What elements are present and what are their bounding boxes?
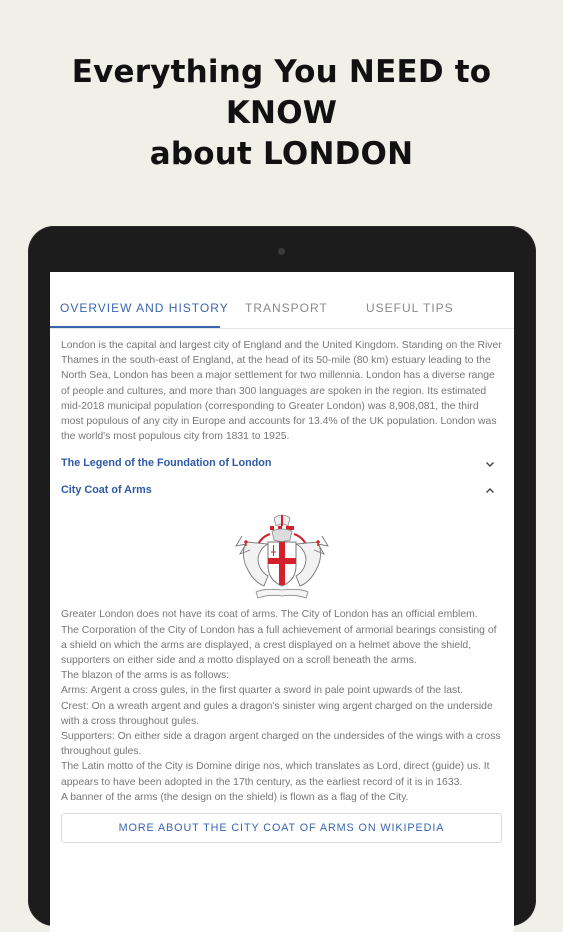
active-tab-indicator	[50, 326, 220, 328]
coat-paragraph: Supporters: On either side a dragon argent charged on the undersides of the wings with a cross throughout gules.	[61, 731, 501, 758]
headline-line-3: about LONDON	[149, 136, 414, 172]
section-coat-of-arms-title: City Coat of Arms	[61, 484, 152, 497]
headline-line-2: KNOW	[225, 95, 338, 131]
section-legend-title: The Legend of the Foundation of London	[61, 457, 272, 470]
camera-icon	[278, 248, 285, 255]
promo-headline	[0, 52, 563, 175]
coat-paragraph: The Corporation of the City of London has a full achievement of armorial bearings consisting of a shield on which the arms are displayed, a crest displayed on a helmet above the shield, supporters on either side and a motto displayed on a scroll beneath the arms.	[61, 624, 497, 667]
chevron-down-icon	[484, 458, 496, 470]
coat-of-arms-image	[61, 510, 502, 605]
city-of-london-coat-of-arms-icon	[234, 512, 330, 604]
coat-paragraph: Arms: Argent a cross gules, in the first quarter a sword in pale point upwards of the last.	[61, 685, 463, 697]
wikipedia-link-button[interactable]: MORE ABOUT THE CITY COAT OF ARMS ON WIKIPEDIA	[61, 813, 502, 843]
app-screen	[50, 272, 514, 932]
tab-overview-and-history[interactable]: OVERVIEW AND HISTORY	[60, 301, 229, 315]
coat-of-arms-text	[61, 607, 502, 805]
tablet-frame	[28, 226, 536, 926]
coat-paragraph: The blazon of the arms is as follows:	[61, 670, 230, 682]
tab-bar	[50, 272, 514, 329]
coat-paragraph: A banner of the arms (the design on the shield) is flown as a flag of the City.	[61, 791, 409, 803]
coat-paragraph: Greater London does not have its coat of arms. The City of London has an official emblem.	[61, 609, 478, 621]
section-coat-of-arms[interactable]	[61, 477, 502, 504]
overview-content	[50, 329, 514, 843]
tab-transport[interactable]: TRANSPORT	[245, 301, 328, 315]
chevron-up-icon	[484, 485, 496, 497]
coat-paragraph: The Latin motto of the City is Domine dirige nos, which translates as Lord, direct (guide) us. It appears to have been adopted in the 17th century, as the earliest record of it is in 1633.	[61, 761, 490, 788]
headline-line-1: Everything You NEED to	[71, 54, 492, 90]
coat-paragraph: Crest: On a wreath argent and gules a dragon's sinister wing argent charged on the underside with a cross throughout gules.	[61, 700, 493, 727]
intro-paragraph: London is the capital and largest city of England and the United Kingdom. Standing on the River Thames in the south-east of England, at the head of its 50-mile (80 km) estuary leading to the North Sea, London has been a major settlement for two millennia. London has a diverse range of people and cultures, and more than 300 languages are spoken in the region. Its estimated mid-2018 municipal population (corresponding to Greater London) was 8,908,081, the third most populous of any city in Europe and accounts for 13.4% of the UK population. London was the world's most populous city from 1831 to 1925.	[61, 340, 502, 443]
tab-useful-tips[interactable]: USEFUL TIPS	[366, 301, 454, 315]
section-legend[interactable]	[61, 450, 502, 477]
